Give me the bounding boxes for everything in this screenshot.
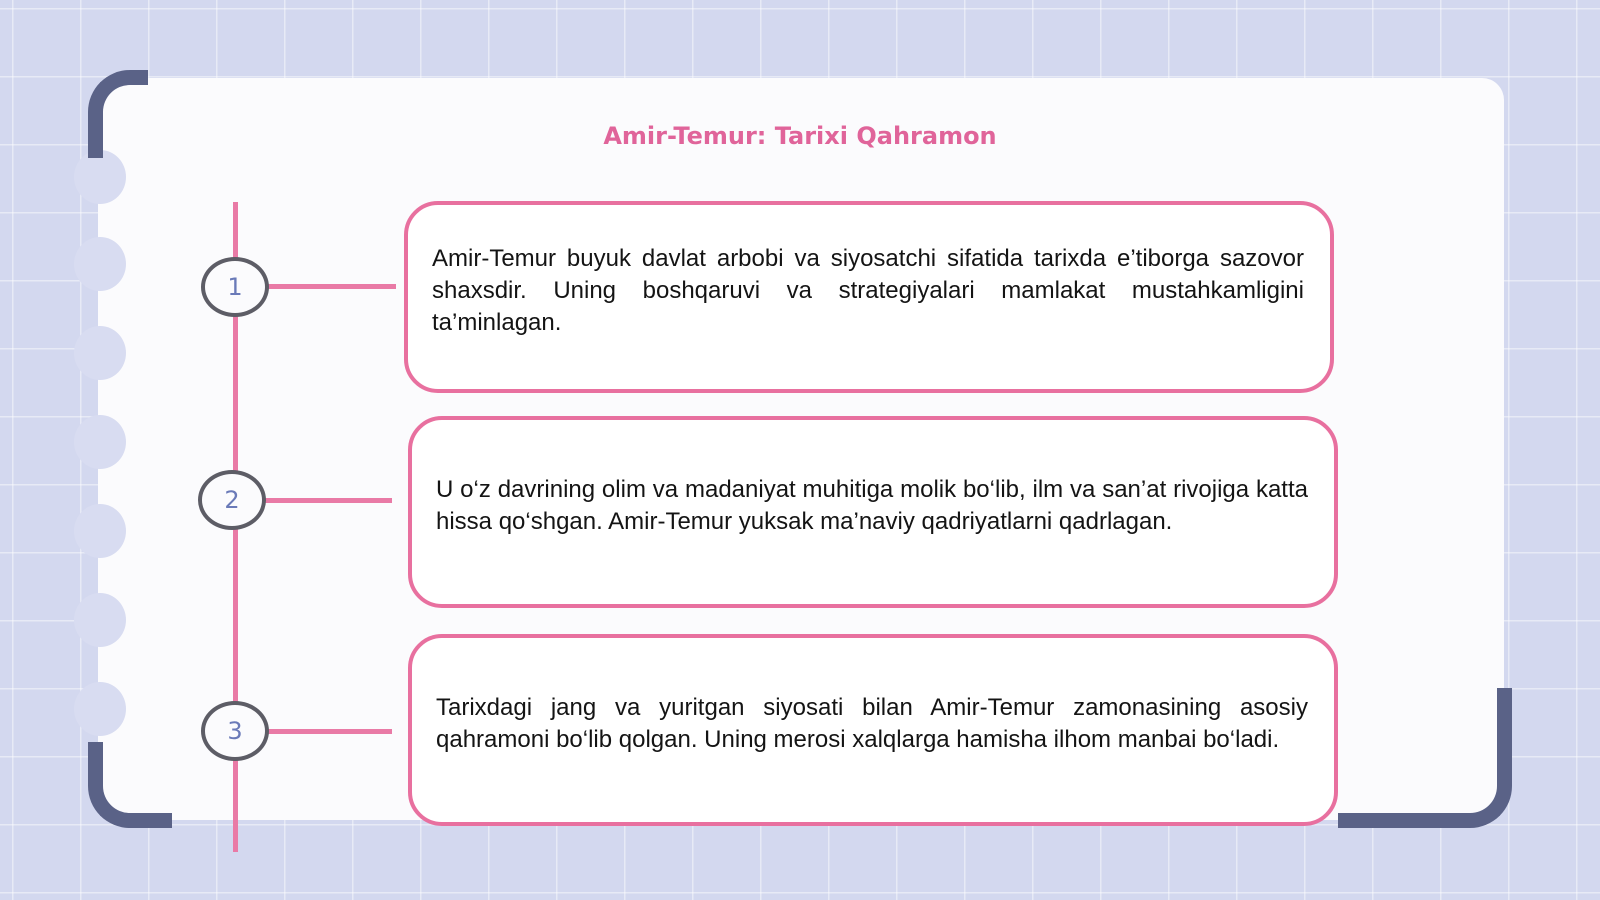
- paper-notch: [74, 326, 126, 380]
- paper-notch: [74, 682, 126, 736]
- paper-notch: [74, 150, 126, 204]
- paper-notch: [74, 415, 126, 469]
- paper-notch: [74, 237, 126, 291]
- step-number-2: 2: [198, 470, 266, 530]
- paper-notch: [74, 504, 126, 558]
- timeline-card-2: [408, 416, 1338, 608]
- slide-title: Amir-Temur: Tarixi Qahramon: [603, 122, 997, 150]
- frame-corner-bottom-left: [88, 742, 172, 828]
- step-number-1: 1: [201, 257, 269, 317]
- timeline-card-3: [408, 634, 1338, 826]
- timeline-card-1: [404, 201, 1334, 393]
- card-text: Tarixdagi jang va yuritgan siyosati bilan Amir-Temur zamonasining asosiy qahramoni bo‘lib qolgan. Uning merosi xalqlarga hamisha ilhom manbai bo‘ladi.: [436, 694, 1308, 753]
- timeline-connector: [262, 498, 392, 503]
- timeline-connector: [266, 284, 396, 289]
- step-number-3: 3: [201, 701, 269, 761]
- timeline-connector: [266, 729, 392, 734]
- card-text: U o‘z davrining olim va madaniyat muhitiga molik bo‘lib, ilm va san’at rivojiga katta hissa qo‘shgan. Amir-Temur yuksak ma’naviy qadriyatlarni qadrlagan.: [436, 476, 1308, 535]
- card-text: Amir-Temur buyuk davlat arbobi va siyosatchi sifatida tarixda e’tiborga sazovor shaxsdir. Uning boshqaruvi va strategiyalari mamlakat mustahkamligini ta’minlagan.: [432, 245, 1304, 336]
- paper-notch: [74, 593, 126, 647]
- frame-corner-bottom-right: [1338, 688, 1512, 828]
